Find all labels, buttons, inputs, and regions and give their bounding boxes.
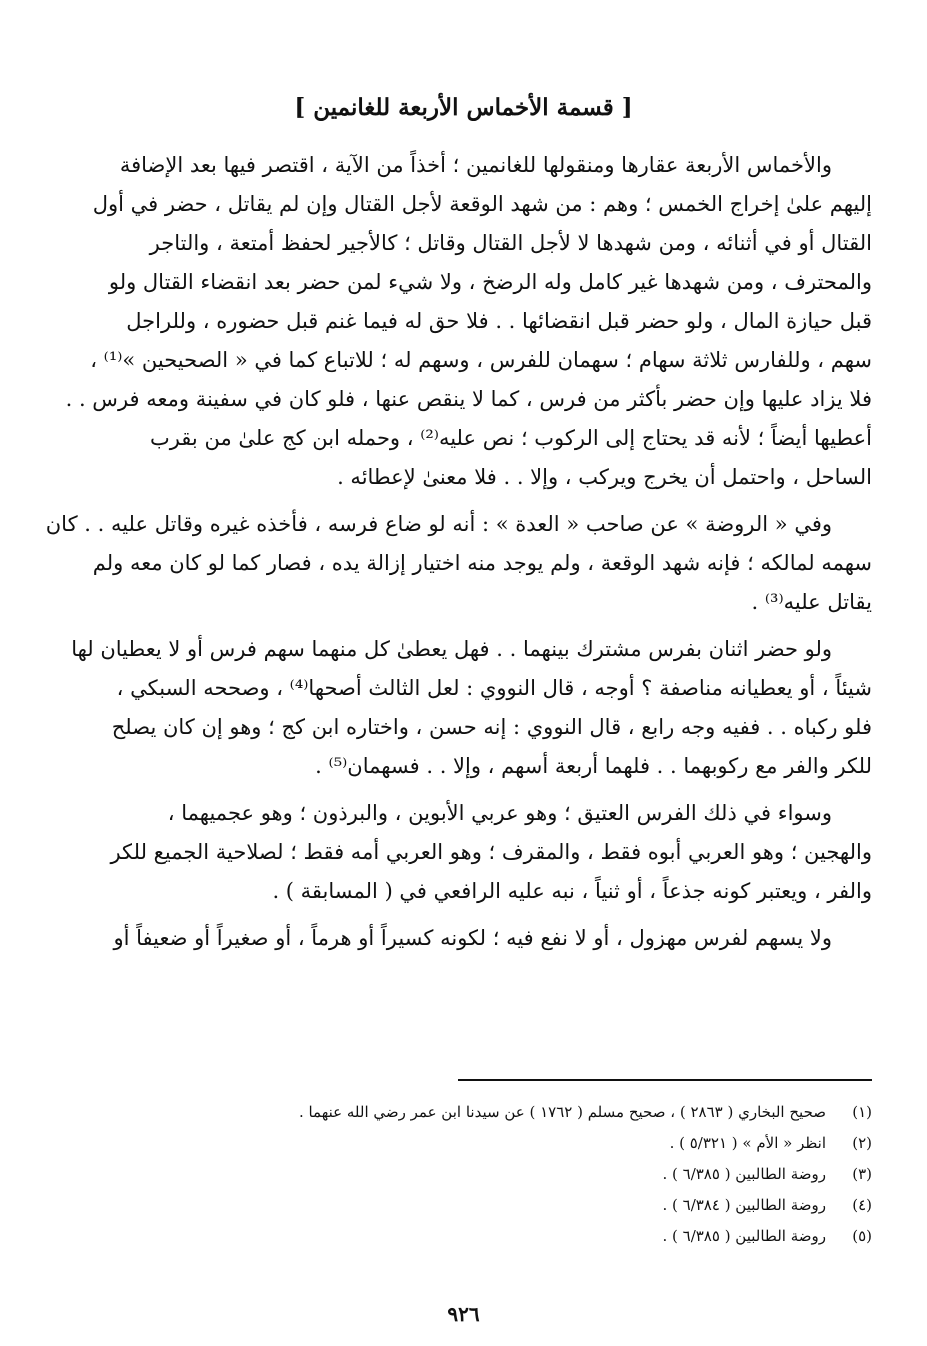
footnote-number: (٥)	[852, 1227, 872, 1245]
text-line: والمحترف ، ومن شهدها غير كامل وله الرضخ ، ولا شيء لمن حضر بعد انقضاء القتال ولو	[108, 270, 872, 294]
paragraph	[40, 146, 872, 497]
text-line: والأخماس الأربعة عقارها ومنقولها للغانمين ؛ أخذاً من الآية ، اقتصر فيها بعد الإضافة	[119, 153, 832, 177]
text-line: للكر والفر مع ركوبهما . . فلهما أربعة أسهم ، وإلا . . فسهمان⁽⁵⁾ .	[315, 754, 872, 778]
footnote	[60, 1128, 872, 1159]
footnotes	[60, 1097, 872, 1252]
footnote	[60, 1159, 872, 1190]
footnote-text: روضة الطالبين ( ٦/٣٨٥ ) .	[662, 1165, 826, 1183]
text-line: والهجين ؛ وهو العربي أبوه فقط ، والمقرف ؛ وهو العربي أمه فقط ؛ لصلاحية الجميع للكر	[110, 840, 872, 864]
footnote-text: انظر « الأم » ( ٥/٣٢١ ) .	[669, 1134, 826, 1152]
text-line: أعطيها أيضاً ؛ لأنه قد يحتاج إلى الركوب ؛ نص عليه⁽²⁾ ، وحمله ابن كج علىٰ من بقرب	[149, 426, 872, 450]
footnote-text: روضة الطالبين ( ٦/٣٨٥ ) .	[662, 1227, 826, 1245]
text-line: ولو حضر اثنان بفرس مشترك بينهما . . فهل يعطىٰ كل منهما سهم فرس أو لا يعطيان لها	[71, 637, 832, 661]
text-line: إليهم علىٰ إخراج الخمس ؛ وهم : من شهد الوقعة لأجل القتال وإن لم يقاتل ، حضر في أول	[92, 192, 872, 216]
paragraph	[40, 505, 872, 622]
section-heading: [ قسمة الأخماس الأربعة للغانمين ]	[294, 94, 633, 121]
footnote-number: (٤)	[852, 1196, 872, 1214]
text-line: شيئاً ، أو يعطيانه مناصفة ؟ أوجه ، قال النووي : لعل الثالث أصحها⁽⁴⁾ ، وصححه السبكي ،	[116, 676, 872, 700]
footnote-text: روضة الطالبين ( ٦/٣٨٤ ) .	[662, 1196, 826, 1214]
paragraph	[40, 919, 872, 958]
text-line: قبل حيازة المال ، ولو حضر قبل انقضائها . . فلا حق له فيما غنم قبل حضوره ، وللراجل	[126, 309, 872, 333]
text-line: سهم ، وللفارس ثلاثة سهام ؛ سهمان للفرس ، وسهم له ؛ للاتباع كما في « الصحيحين »⁽¹⁾ ،	[90, 348, 872, 372]
page-number: ٩٢٦	[447, 1302, 480, 1326]
body-text	[40, 146, 872, 966]
paragraph	[40, 630, 872, 786]
text-line: ولا يسهم لفرس مهزول ، أو لا نفع فيه ؛ لكونه كسيراً أو هرماً ، أو صغيراً أو ضعيفاً أو	[113, 926, 832, 950]
text-line: الساحل ، واحتمل أن يخرج ويركب ، وإلا . . فلا معنىٰ لإعطائه .	[337, 465, 872, 489]
text-line: فلو ركباه . . ففيه وجه رابع ، قال النووي : إنه حسن ، واختاره ابن كج ؛ وهو إن كان يصلح	[111, 715, 872, 739]
footnote	[60, 1190, 872, 1221]
text-line: القتال أو في أثنائه ، ومن شهدها لا لأجل القتال وقاتل ؛ كالأجير لحفظ أمتعة ، والتاجر	[149, 231, 872, 255]
footnote	[60, 1221, 872, 1252]
footnote-number: (١)	[852, 1103, 872, 1121]
footnote-number: (٣)	[852, 1165, 872, 1183]
text-line: والفر ، ويعتبر كونه جذعاً ، أو ثنياً ، نبه عليه الرافعي في ( المسابقة ) .	[272, 879, 872, 903]
footnote	[60, 1097, 872, 1128]
text-line: فلا يزاد عليها وإن حضر بأكثر من فرس ، كما لا ينقص عنها ، فلو كان في سفينة ومعه فرس . .	[65, 387, 872, 411]
footnote-text: صحيح البخاري ( ٢٨٦٣ ) ، صحيح مسلم ( ١٧٦٢ ) عن سيدنا ابن عمر رضي الله عنهما .	[298, 1103, 826, 1121]
footnote-number: (٢)	[852, 1134, 872, 1152]
paragraph	[40, 794, 872, 911]
text-line: يقاتل عليه⁽³⁾ .	[751, 590, 872, 614]
text-line: سهمه لمالكه ؛ فإنه شهد الوقعة ، ولم يوجد منه اختيار إزالة يده ، فصار كما لو كان معه ولم	[92, 551, 872, 575]
text-line: وفي « الروضة » عن صاحب « العدة » : أنه لو ضاع فرسه ، فأخذه غيره وقاتل عليه . . كان	[45, 512, 832, 536]
text-line: وسواء في ذلك الفرس العتيق ؛ وهو عربي الأبوين ، والبرذون ؛ وهو عجميهما ،	[167, 801, 832, 825]
footnote-divider	[458, 1079, 872, 1081]
